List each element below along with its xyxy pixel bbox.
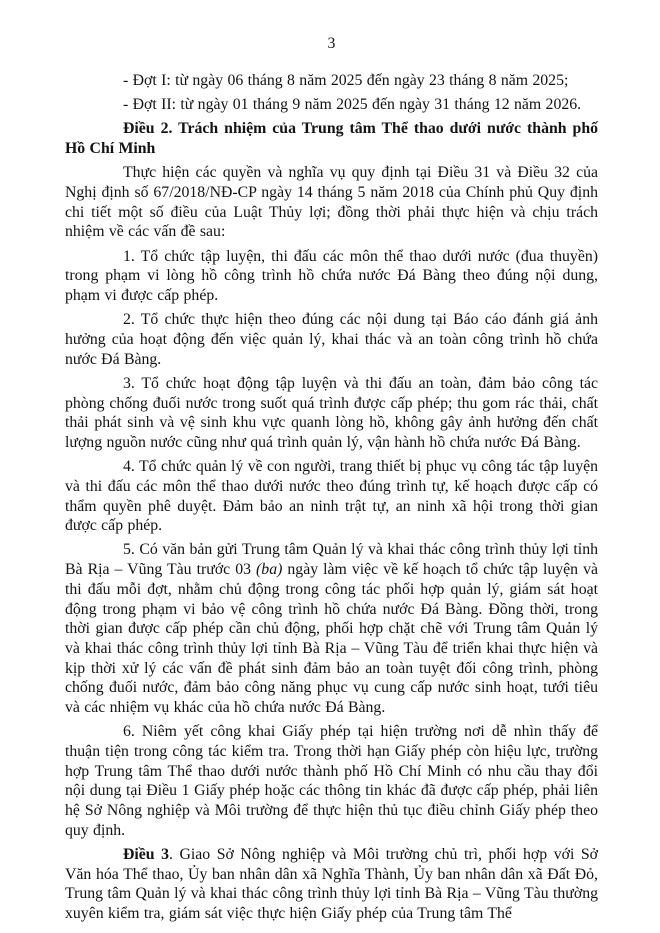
paragraph <box>65 163 598 242</box>
text-run: (ba) <box>256 561 283 579</box>
text-run: 4. Tổ chức quản lý về con người, trang thiết bị phục vụ công tác tập luyện và thi đấu các môn thể thao dưới nước theo đúng trình tự, kế hoạch được cấp có thẩm quyền phê duyệt. Đảm bảo an ninh trật tự, an ninh xã hội trong thời gian được cấp phép. <box>65 458 598 535</box>
page-number: 3 <box>327 35 336 52</box>
text-run: 1. Tổ chức tập luyện, thi đấu các môn thể thao dưới nước (đua thuyền) trong phạm vi lòng hồ công trình hồ chứa nước Đá Bàng theo đúng nội dung, phạm vi được cấp phép. <box>65 247 598 305</box>
text-run: 6. Niêm yết công khai Giấy phép tại hiện trường nơi dễ nhìn thấy để thuận tiện trong công tác kiểm tra. Trong thời hạn Giấy phép còn hiệu lực, trường hợp Trung tâm Thể thao dưới nước thành phố Hồ Chí Minh có nhu cầu thay đổi nội dung tại Điều 1 Giấy phép hoặc các thông tin khác đã được cấp phép, phải liên hệ Sở Nông nghiệp và Môi trường để thực hiện thủ tục điều chỉnh Giấy phép theo quy định. <box>65 723 598 839</box>
text-run: Điều 3 <box>123 846 170 864</box>
text-run: - Đợt I: từ ngày 06 tháng 8 năm 2025 đến ngày 23 tháng 8 năm 2025; <box>123 72 569 89</box>
paragraph <box>65 71 598 91</box>
paragraph <box>65 722 598 840</box>
paragraph <box>65 374 598 453</box>
paragraph <box>65 540 598 717</box>
paragraph <box>65 457 598 536</box>
text-run: 3. Tổ chức hoạt động tập luyện và thi đấu an toàn, đảm bảo công tác phòng chống đuối nước trong suốt quá trình được cấp phép; thu gom rác thải, chất thải phát sinh và vệ sinh khu vực quanh lòng hồ, không gây ảnh hưởng đến chất lượng nguồn nước cũng như quá trình quản lý, vận hành hồ chứa nước Đá Bàng. <box>65 374 598 451</box>
paragraph <box>65 247 598 306</box>
text-run: . Giao Sở Nông nghiệp và Môi trường chủ trì, phối hợp với Sở Văn hóa Thể thao, Ủy ban nhân dân xã Nghĩa Thành, Ủy ban nhân dân xã Đất Đỏ, Trung tâm Quản lý và khai thác công trình thủy lợi tỉnh Bà Rịa – Vũng Tàu thường xuyên kiểm tra, giám sát việc thực hiện Giấy phép của Trung tâm Thể <box>65 846 598 923</box>
text-run: 5. Có văn bản gửi Trung tâm Quản lý và khai thác công trình thủy lợi tỉnh Bà Rịa – Vũng Tàu trước 03 <box>65 541 598 579</box>
text-run: Thực hiện các quyền và nghĩa vụ quy định tại Điều 31 và Điều 32 của Nghị định số 67/2018/NĐ-CP ngày 14 tháng 5 năm 2018 của Chính phủ Quy định chi tiết một số điều của Luật Thủy lợi; đồng thời phải thực hiện và chịu trách nhiệm về các vấn đề sau: <box>65 164 598 241</box>
article-heading <box>65 119 598 158</box>
paragraph <box>65 845 598 924</box>
text-run: ngày làm việc về kế hoạch tổ chức tập luyện và thi đấu mỗi đợt, nhằm chủ động trong công tác phối hợp quản lý, giám sát hoạt động trong phạm vi bảo vệ công trình hồ chứa nước Đá Bàng. Đồng thời, trong thời gian được cấp phép cần chủ động, phối hợp chặt chẽ với Trung tâm Quản lý và khai thác công trình thủy lợi tỉnh Bà Rịa – Vũng Tàu để triển khai thực hiện và kịp thời xử lý các vấn đề phát sinh đảm bảo an toàn tuyệt đối công trình, phòng chống đuối nước, đảm bảo công năng phục vụ cung cấp nước sinh hoạt, tưới tiêu và các nhiệm vụ khác của hồ chứa nước Đá Bàng. <box>65 561 598 717</box>
document-body <box>65 71 598 924</box>
paragraph <box>65 310 598 369</box>
paragraph <box>65 95 598 115</box>
text-run: - Đợt II: từ ngày 01 tháng 9 năm 2025 đến ngày 31 tháng 12 năm 2026. <box>123 96 582 114</box>
text-run: 2. Tổ chức thực hiện theo đúng các nội dung tại Báo cáo đánh giá ảnh hưởng của hoạt động đến việc quản lý, khai thác và an toàn công trình hồ chứa nước Đá Bàng. <box>65 311 598 368</box>
text-run: Điều 2. Trách nhiệm của Trung tâm Thể thao dưới nước thành phố Hồ Chí Minh <box>65 120 598 158</box>
